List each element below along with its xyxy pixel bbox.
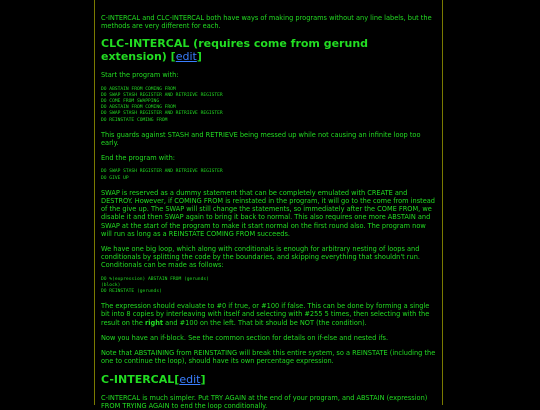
intro-paragraph: C-INTERCAL and CLC-INTERCAL both have ways of making programs without any line labels, but the methods are very different for each. (101, 14, 432, 31)
section-heading-clc-intercal: CLC-INTERCAL (requires come from gerund extension) [edit] (101, 37, 369, 64)
end-label: End the program with: (101, 154, 175, 163)
if-block-paragraph: Now you have an if-block. See the common section for details on if-else and nested ifs. (101, 333, 389, 342)
clc-heading-text: CLC-INTERCAL (requires come from gerund extension) (101, 37, 369, 64)
article-content (95, 0, 437, 410)
end-code-block: DO SWAP STASH REGISTER AND RETRIEVE REGISTER DO GIVE UP (101, 169, 223, 181)
guard-paragraph: This guards against STASH and RETRIEVE being messed up while not causing an infinite loop too early. (101, 130, 421, 148)
c-intercal-paragraph: C-INTERCAL is much simpler. Put TRY AGAIN at the end of your program, and ABSTAIN (expression) FROM TRYING AGAIN to end the loop conditionally. (101, 393, 428, 410)
expression-text-before: The expression should evaluate to #0 if true, or #100 if false. This can be done by forming a single bit into 8 copies by interleaving with itself and selecting with #255 5 times, then selecting with the result on the (101, 302, 430, 327)
expression-paragraph (101, 302, 437, 327)
loop-paragraph: We have one big loop, which along with conditionals is enough for arbitrary nesting of loops and conditionals by splitting the code by the boundaries, and skipping everything that shouldn't run. Conditionals can be made as follows: (101, 245, 420, 270)
conditional-code-block: DO %(expression) ABSTAIN FROM (gerunds) (block) DO REINSTATE (gerunds) (101, 276, 209, 295)
article-page (94, 0, 443, 410)
c-heading-text: C-INTERCAL (101, 372, 175, 386)
section-heading-c-intercal: C-INTERCAL[edit] (101, 372, 206, 386)
start-label: Start the program with: (101, 71, 179, 80)
note-paragraph: Note that ABSTAINING from REINSTATING will break this entire system, so a REINSTATE (including the one to continue the loop), should have its own percentage expression. (101, 349, 436, 366)
swap-paragraph: SWAP is reserved as a dummy statement that can be completely emulated with CREATE and DESTROY. However, if COMING FROM is reinstated in the program, it will go to the come from instead of the give up. The SWAP will still change the statements, so immediately after the COME FROM, we disable it and then SWAP again to bring it back to normal. This also requires one more ABSTAIN and SWAP at the start of the program to make it start normal on the first round also. The program now will run as long as a REINSTATE COMING FROM succeeds. (101, 188, 435, 238)
c-edit-link[interactable]: edit (179, 372, 201, 386)
expression-text-after: and #100 on the left. That bit should be NOT (the condition). (163, 318, 367, 327)
clc-edit-link[interactable]: edit (175, 50, 197, 64)
expression-bold-right: right (144, 318, 164, 327)
start-code-block: DO ABSTAIN FROM COMING FROM DO SWAP STASH REGISTER AND RETRIEVE REGISTER DO COME FROM SWAPPING DO ABSTAIN FROM COMING FROM DO SWAP STASH REGISTER AND RETRIEVE REGISTER DO REINSTATE COMING FROM (101, 86, 223, 123)
